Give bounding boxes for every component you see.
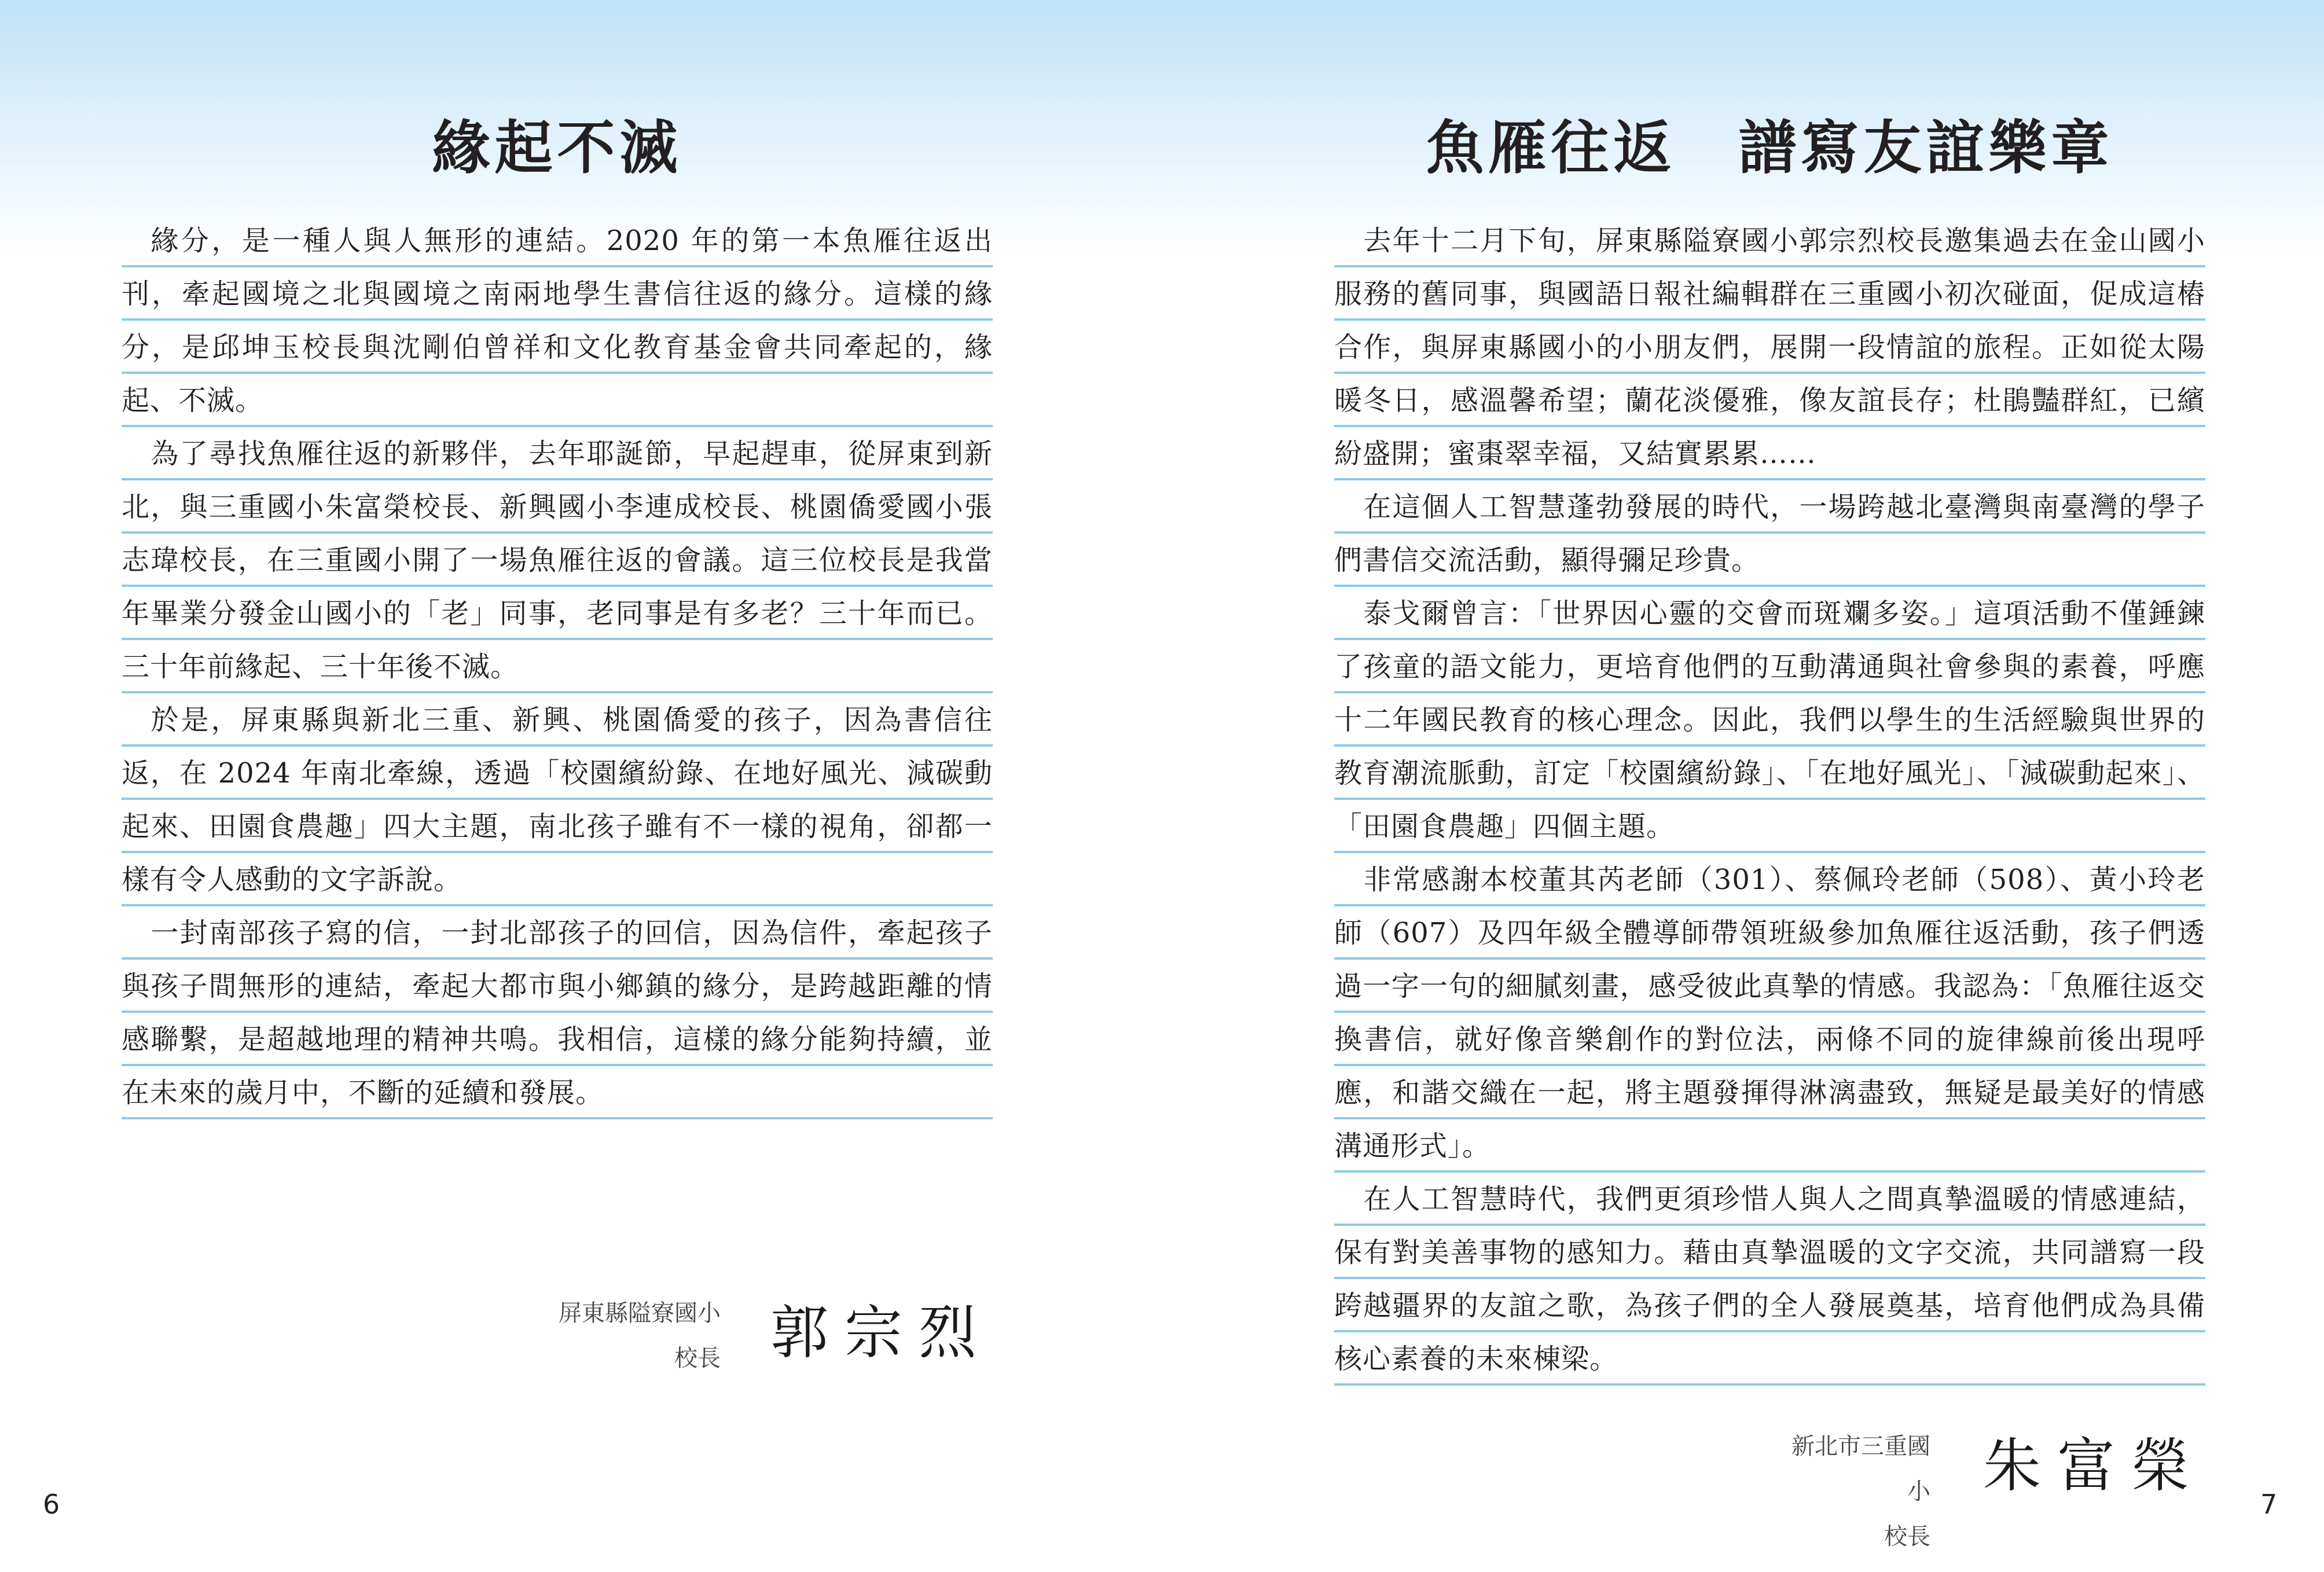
right-signature-org-block (1771, 1424, 1930, 1559)
right-signature-name: 朱富榮 (1983, 1432, 2205, 1500)
right-paragraph-1: 去年十二月下旬，屏東縣隘寮國小郭宗烈校長邀集過去在金山國小服務的舊同事，與國語日報社編輯群在三重國小初次碰面，促成這樁合作，與屏東縣國小的小朋友們，展開一段情誼的旅程。正如從太陽暖冬日，感溫馨希望；蘭花淡優雅，像友誼長存；杜鵑豔群紅，已繽紛盛開；蜜棗翠幸福，又結實累累…… (1334, 214, 2205, 480)
left-signature-org-block (559, 1291, 721, 1381)
right-paragraph-2: 在這個人工智慧蓬勃發展的時代，一場跨越北臺灣與南臺灣的學子們書信交流活動，顯得彌足珍貴。 (1334, 480, 2205, 587)
left-signature-name: 郭宗烈 (770, 1299, 993, 1367)
left-page-body (122, 214, 993, 1119)
left-signature-org: 屏東縣隘寮國小 (559, 1300, 721, 1327)
right-signature-role: 校長 (1884, 1523, 1930, 1550)
right-page-title: 魚雁往返 譜寫友誼樂章 (1426, 113, 2114, 182)
left-paragraph-3: 於是，屏東縣與新北三重、新興、桃園僑愛的孩子，因為書信往返，在 2024 年南北牽線，透過「校園繽紛錄、在地好風光、減碳動起來、田園食農趣」四大主題，南北孩子雖有不一樣的視角，卻都一樣有令人感動的文字訴說。 (122, 693, 993, 906)
left-paragraph-4: 一封南部孩子寫的信，一封北部孩子的回信，因為信件，牽起孩子與孩子間無形的連結，牽起大都市與小鄉鎮的緣分，是跨越距離的情感聯繫，是超越地理的精神共鳴。我相信，這樣的緣分能夠持續，並在未來的歲月中，不斷的延續和發展。 (122, 906, 993, 1119)
left-signature-role: 校長 (674, 1345, 721, 1372)
left-paragraph-1: 緣分，是一種人與人無形的連結。2020 年的第一本魚雁往返出刊，牽起國境之北與國境之南兩地學生書信往返的緣分。這樣的緣分，是邱坤玉校長與沈剛伯曾祥和文化教育基金會共同牽起的，緣起、不滅。 (122, 214, 993, 427)
right-page-number: 7 (2260, 1489, 2278, 1520)
left-paragraph-2: 為了尋找魚雁往返的新夥伴，去年耶誕節，早起趕車，從屏東到新北，與三重國小朱富榮校長、新興國小李連成校長、桃園僑愛國小張志瑋校長，在三重國小開了一場魚雁往返的會議。這三位校長是我當年畢業分發金山國小的「老」同事，老同事是有多老？三十年而已。三十年前緣起、三十年後不滅。 (122, 427, 993, 693)
right-paragraph-3: 泰戈爾曾言：「世界因心靈的交會而斑斕多姿。」這項活動不僅錘鍊了孩童的語文能力，更培育他們的互動溝通與社會參與的素養，呼應十二年國民教育的核心理念。因此，我們以學生的生活經驗與世界的教育潮流脈動，訂定「校園繽紛錄」、「在地好風光」、「減碳動起來」、「田園食農趣」四個主題。 (1334, 587, 2205, 853)
right-paragraph-4: 非常感謝本校董其芮老師（301）、蔡佩玲老師（508）、黃小玲老師（607）及四年級全體導師帶領班級參加魚雁往返活動，孩子們透過一字一句的細膩刻畫，感受彼此真摯的情感。我認為：「魚雁往返交換書信，就好像音樂創作的對位法，兩條不同的旋律線前後出現呼應，和諧交織在一起，將主題發揮得淋漓盡致，無疑是最美好的情感溝通形式」。 (1334, 853, 2205, 1173)
right-page-body (1334, 214, 2205, 1386)
right-paragraph-5: 在人工智慧時代，我們更須珍惜人與人之間真摯溫暖的情感連結，保有對美善事物的感知力。藉由真摯溫暖的文字交流，共同譜寫一段跨越疆界的友誼之歌，為孩子們的全人發展奠基，培育他們成為具備核心素養的未來棟梁。 (1334, 1173, 2205, 1386)
right-signature (1771, 1424, 2205, 1550)
right-signature-org: 新北市三重國小 (1791, 1433, 1930, 1505)
left-signature (544, 1291, 993, 1389)
left-page-title: 緣起不滅 (432, 113, 682, 182)
left-page-number: 6 (43, 1489, 60, 1520)
